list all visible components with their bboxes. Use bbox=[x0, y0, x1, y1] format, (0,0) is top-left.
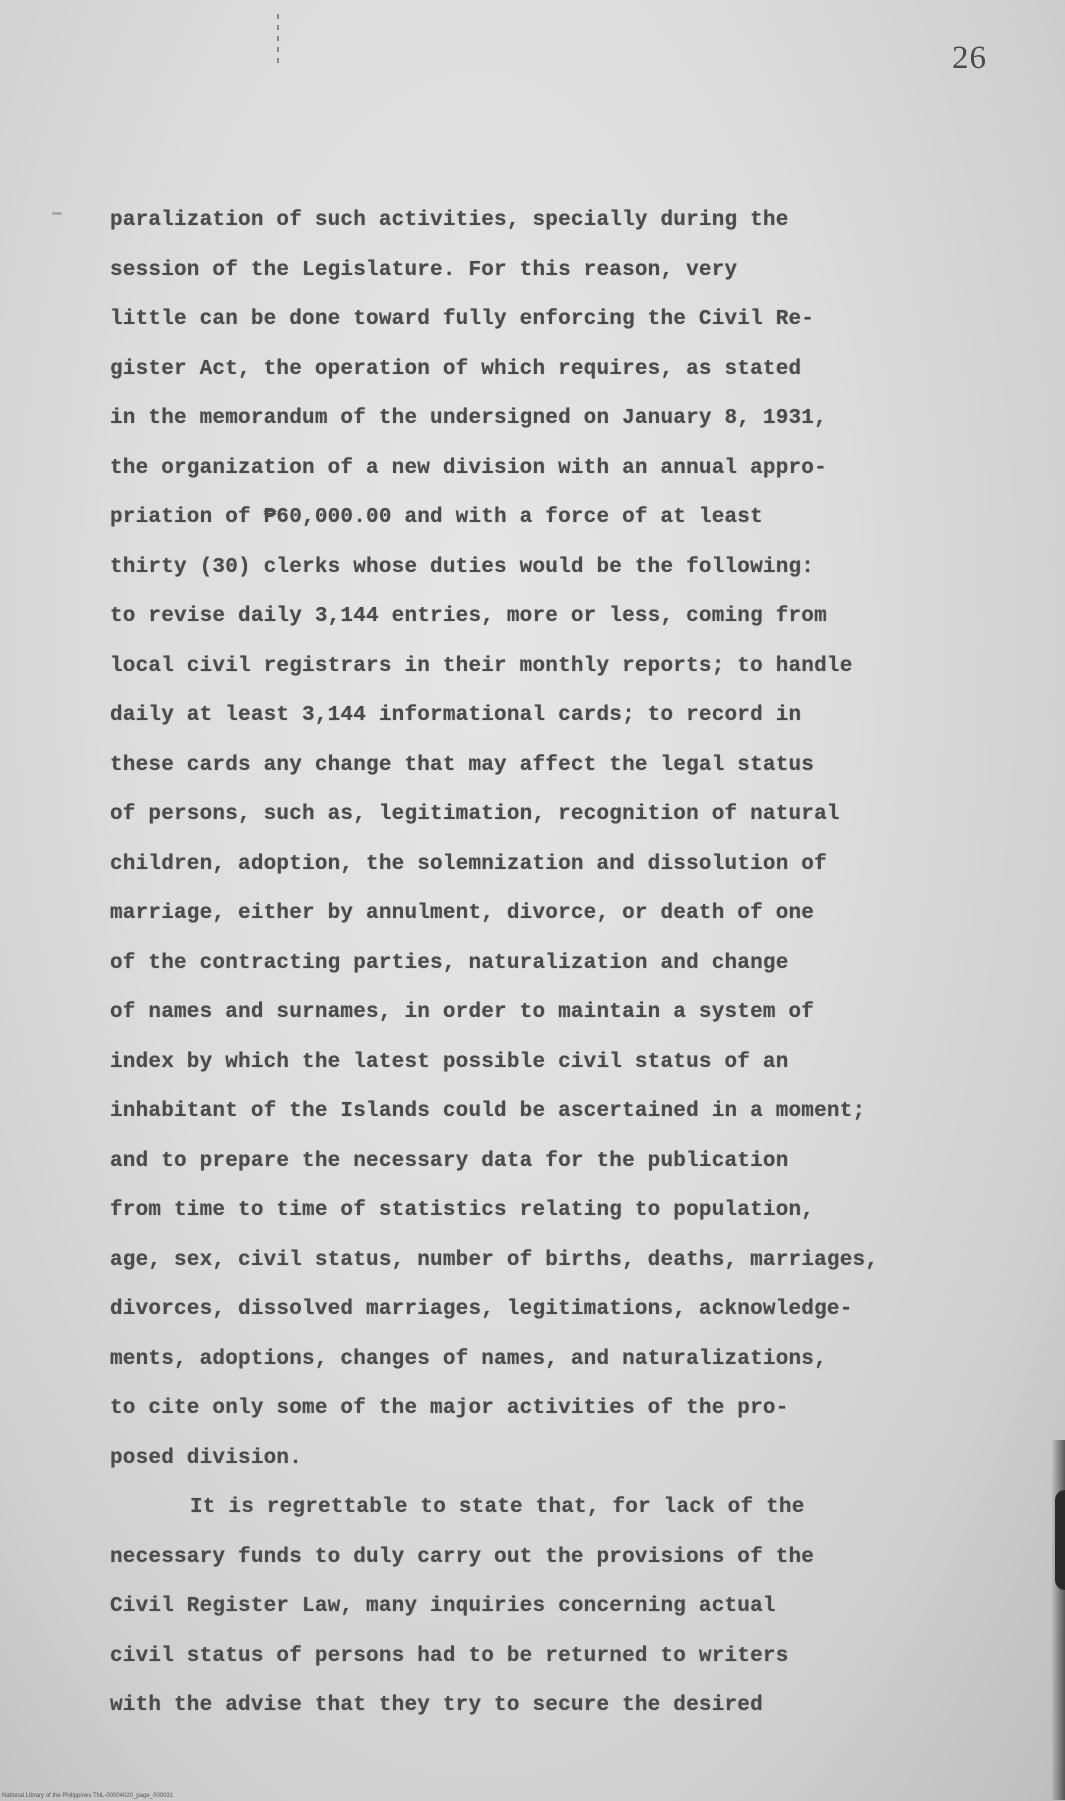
page-edge-dark bbox=[1055, 1490, 1065, 1590]
text-line: Civil Register Law, many inquiries concerning actual bbox=[110, 1595, 776, 1618]
page-number: 26 bbox=[952, 40, 987, 76]
text-line: with the advise that they try to secure the desired bbox=[110, 1694, 763, 1717]
text-line: posed division. bbox=[110, 1446, 303, 1470]
text-line: of persons, such as, legitimation, recognition of natural bbox=[110, 803, 840, 826]
text-line: and to prepare the necessary data for the publication bbox=[110, 1149, 789, 1173]
text-line: to cite only some of the major activities of the pro- bbox=[110, 1397, 789, 1420]
text-line: local civil registrars in their monthly reports; to handle bbox=[110, 654, 853, 678]
text-line: paralization of such activities, specially during the bbox=[110, 209, 789, 232]
text-line: children, adoption, the solemnization and dissolution of bbox=[110, 852, 827, 876]
paper-crease bbox=[277, 14, 279, 66]
text-line: age, sex, civil status, number of births, deaths, marriages, bbox=[110, 1248, 879, 1272]
text-line: ments, adoptions, changes of names, and naturalizations, bbox=[110, 1347, 827, 1371]
text-line: of names and surnames, in order to maintain a system of bbox=[110, 1001, 815, 1024]
text-line: marriage, either by annulment, divorce, or death of one bbox=[110, 902, 815, 925]
text-line: in the memorandum of the undersigned on January 8, 1931, bbox=[110, 407, 827, 430]
text-line: priation of ₱60,000.00 and with a force of at least bbox=[110, 506, 763, 529]
text-line: to revise daily 3,144 entries, more or less, coming from bbox=[110, 605, 827, 628]
text-line: inhabitant of the Islands could be ascertained in a moment; bbox=[110, 1100, 866, 1123]
paper-speck bbox=[52, 212, 62, 215]
text-line: index by which the latest possible civil status of an bbox=[110, 1050, 789, 1074]
body-text bbox=[110, 196, 1010, 1731]
text-line: necessary funds to duly carry out the provisions of the bbox=[110, 1545, 815, 1569]
text-line: of the contracting parties, naturalization and change bbox=[110, 951, 789, 975]
text-line: gister Act, the operation of which requires, as stated bbox=[110, 357, 802, 381]
paragraph-1 bbox=[110, 196, 1010, 1483]
text-line: little can be done toward fully enforcing the Civil Re- bbox=[110, 308, 815, 331]
paragraph-2 bbox=[110, 1483, 1010, 1731]
archive-footer-label: National Library of the Philippines TNL-00004020_page_000031 bbox=[2, 1793, 174, 1799]
text-line: session of the Legislature. For this reason, very bbox=[110, 258, 738, 282]
text-line: the organization of a new division with an annual appro- bbox=[110, 456, 827, 480]
text-line: civil status of persons had to be returned to writers bbox=[110, 1644, 789, 1668]
text-line: It is regrettable to state that, for lack of the bbox=[190, 1496, 805, 1519]
text-line: these cards any change that may affect the legal status bbox=[110, 753, 815, 777]
text-line: divorces, dissolved marriages, legitimations, acknowledge- bbox=[110, 1298, 853, 1321]
text-line: daily at least 3,144 informational cards; to record in bbox=[110, 704, 802, 727]
text-line: thirty (30) clerks whose duties would be the following: bbox=[110, 555, 815, 579]
text-line: from time to time of statistics relating to population, bbox=[110, 1199, 815, 1222]
